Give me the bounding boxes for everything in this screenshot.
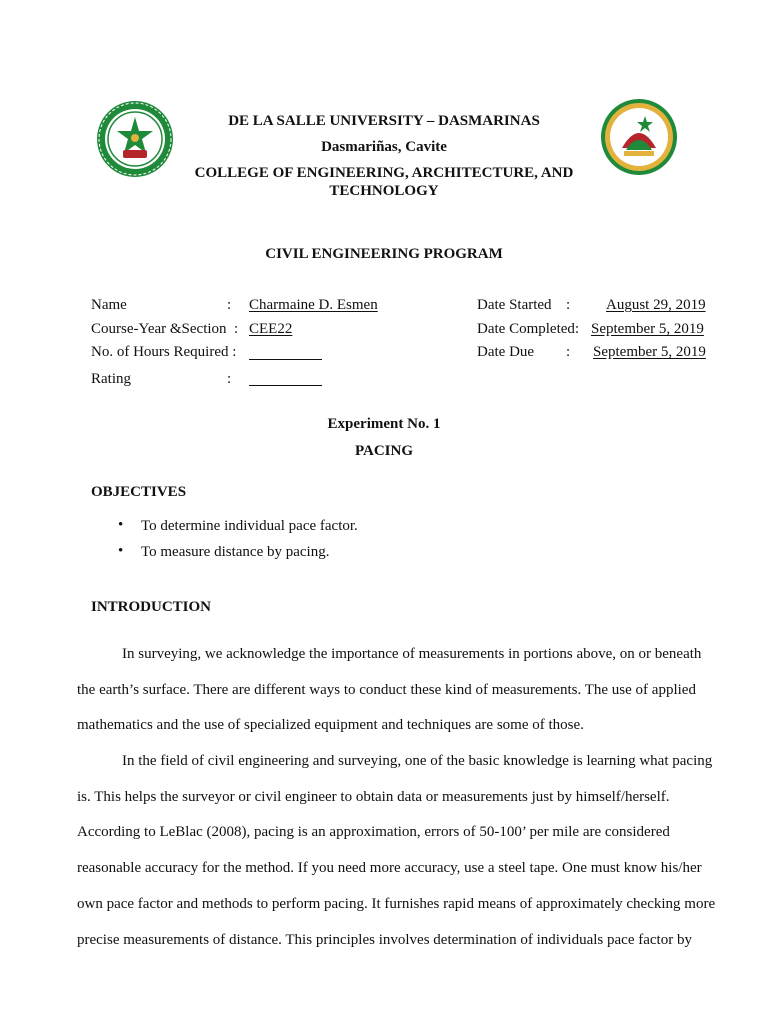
date-due-value: September 5, 2019 bbox=[593, 344, 706, 360]
date-started-label: Date Started bbox=[477, 297, 552, 313]
intro-line-1: In surveying, we acknowledge the importance of measurements in portions above, on or beneath bbox=[122, 646, 702, 662]
rating-label: Rating bbox=[91, 371, 131, 387]
name-colon: : bbox=[227, 297, 232, 313]
rating-blank-line bbox=[249, 385, 322, 386]
program-name: CIVIL ENGINEERING PROGRAM bbox=[265, 246, 503, 262]
intro-line-4: In the field of civil engineering and surveying, one of the basic knowledge is learning what pacing bbox=[122, 753, 713, 769]
date-due-colon: : bbox=[566, 344, 571, 360]
name-label: Name bbox=[91, 297, 127, 313]
university-location: Dasmariñas, Cavite bbox=[321, 139, 447, 155]
intro-line-3: mathematics and the use of specialized equipment and techniques are some of those. bbox=[77, 717, 584, 733]
university-name: DE LA SALLE UNIVERSITY – DASMARINAS bbox=[228, 113, 540, 129]
intro-line-9: precise measurements of distance. This principles involves determination of individuals pace factor by bbox=[77, 932, 692, 948]
intro-line-8: own pace factor and methods to perform pacing. It furnishes rapid means of approximately checking more bbox=[77, 896, 716, 912]
hours-blank-line bbox=[249, 359, 322, 360]
intro-line-7: reasonable accuracy for the method. If you need more accuracy, use a steel tape. One must know his/her bbox=[77, 860, 702, 876]
college-name-line1: COLLEGE OF ENGINEERING, ARCHITECTURE, AND bbox=[194, 165, 574, 181]
experiment-title: PACING bbox=[354, 443, 414, 459]
date-started-colon: : bbox=[566, 297, 571, 313]
date-completed-value: September 5, 2019 bbox=[591, 321, 704, 337]
course-colon: : bbox=[234, 321, 239, 337]
course-label: Course-Year &Section bbox=[91, 321, 227, 337]
date-started-value: August 29, 2019 bbox=[606, 297, 706, 313]
intro-line-2: the earth’s surface. There are different ways to conduct these kind of measurements. The use of applied bbox=[77, 682, 696, 698]
bullet-1: • bbox=[118, 517, 124, 533]
introduction-heading: INTRODUCTION bbox=[91, 599, 212, 615]
date-due-label: Date Due bbox=[477, 344, 535, 360]
hours-label: No. of Hours Required : bbox=[91, 344, 237, 360]
experiment-number: Experiment No. 1 bbox=[327, 416, 441, 432]
bullet-2: • bbox=[118, 543, 124, 559]
rating-colon: : bbox=[227, 371, 232, 387]
course-value: CEE22 bbox=[249, 321, 293, 337]
objectives-heading: OBJECTIVES bbox=[91, 484, 187, 500]
name-value: Charmaine D. Esmen bbox=[249, 297, 378, 313]
intro-line-6: According to LeBlac (2008), pacing is an approximation, errors of 50-100’ per mile are considered bbox=[77, 824, 670, 840]
college-name-line2: TECHNOLOGY bbox=[329, 183, 439, 199]
objective-item-1: To determine individual pace factor. bbox=[141, 518, 358, 534]
intro-line-5: is. This helps the surveyor or civil engineer to obtain data or measurements just by himself/herself. bbox=[77, 789, 670, 805]
objective-item-2: To measure distance by pacing. bbox=[141, 544, 330, 560]
date-completed-label: Date Completed: bbox=[477, 321, 580, 337]
